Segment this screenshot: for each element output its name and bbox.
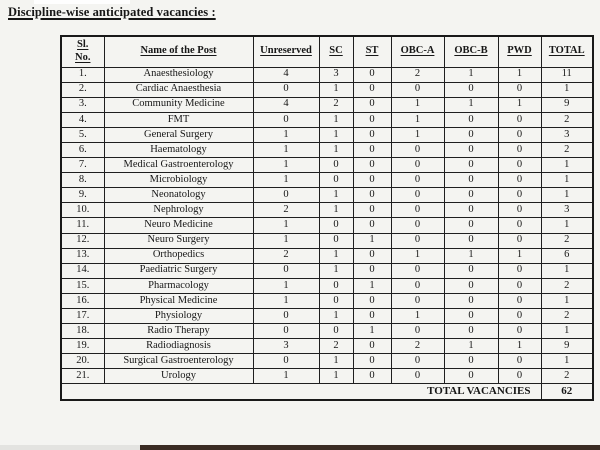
table-row — [61, 142, 593, 157]
cell-unreserved: 3 — [253, 339, 319, 354]
cell-unreserved: 2 — [253, 203, 319, 218]
cell-sl-no: 15. — [61, 278, 104, 293]
cell-obc-a: 0 — [391, 354, 444, 369]
cell-sl-no: 12. — [61, 233, 104, 248]
cell-unreserved: 1 — [253, 173, 319, 188]
cell-sl-no: 1. — [61, 67, 104, 82]
cell-unreserved: 0 — [253, 324, 319, 339]
cell-obc-b: 1 — [444, 248, 498, 263]
cell-obc-b: 0 — [444, 233, 498, 248]
table-row — [61, 67, 593, 82]
col-header-sl-line1: Sl. — [77, 39, 89, 51]
cell-obc-b: 0 — [444, 293, 498, 308]
cell-sc: 1 — [319, 82, 353, 97]
cell-unreserved: 0 — [253, 263, 319, 278]
cell-pwd: 0 — [498, 158, 541, 173]
cell-obc-a: 1 — [391, 309, 444, 324]
cell-sl-no: 4. — [61, 112, 104, 127]
cell-obc-a: 0 — [391, 203, 444, 218]
cell-obc-a: 0 — [391, 293, 444, 308]
cell-total: 6 — [541, 248, 593, 263]
col-header-pwd: PWD — [498, 36, 541, 67]
table-row — [61, 97, 593, 112]
col-header-sl-no — [61, 36, 104, 67]
cell-post-name: Pharmacology — [104, 278, 253, 293]
cell-obc-b: 0 — [444, 218, 498, 233]
cell-unreserved: 0 — [253, 112, 319, 127]
cell-pwd: 0 — [498, 127, 541, 142]
cell-sc: 1 — [319, 203, 353, 218]
cell-pwd: 0 — [498, 188, 541, 203]
cell-sc: 1 — [319, 369, 353, 384]
cell-st: 0 — [353, 158, 391, 173]
cell-pwd: 0 — [498, 142, 541, 157]
page-edge-bar — [140, 445, 600, 450]
cell-sc: 0 — [319, 233, 353, 248]
cell-unreserved: 0 — [253, 82, 319, 97]
cell-st: 0 — [353, 263, 391, 278]
cell-pwd: 0 — [498, 203, 541, 218]
cell-unreserved: 4 — [253, 97, 319, 112]
total-vacancies-value: 62 — [541, 384, 593, 400]
cell-pwd: 0 — [498, 354, 541, 369]
cell-post-name: Neuro Surgery — [104, 233, 253, 248]
cell-total: 1 — [541, 173, 593, 188]
cell-obc-a: 1 — [391, 127, 444, 142]
cell-sc: 1 — [319, 309, 353, 324]
cell-post-name: Physical Medicine — [104, 293, 253, 308]
cell-unreserved: 1 — [253, 218, 319, 233]
cell-unreserved: 1 — [253, 127, 319, 142]
cell-sc: 0 — [319, 278, 353, 293]
cell-pwd: 0 — [498, 369, 541, 384]
cell-total: 1 — [541, 324, 593, 339]
table-row — [61, 278, 593, 293]
cell-post-name: FMT — [104, 112, 253, 127]
cell-obc-b: 0 — [444, 309, 498, 324]
cell-unreserved: 1 — [253, 369, 319, 384]
cell-st: 0 — [353, 218, 391, 233]
table-row — [61, 293, 593, 308]
cell-pwd: 1 — [498, 248, 541, 263]
cell-obc-a: 0 — [391, 82, 444, 97]
cell-pwd: 0 — [498, 233, 541, 248]
cell-post-name: Paediatric Surgery — [104, 263, 253, 278]
page-title: Discipline-wise anticipated vacancies : — [8, 5, 216, 19]
col-header-total: TOTAL — [541, 36, 593, 67]
table-row — [61, 158, 593, 173]
cell-total: 1 — [541, 293, 593, 308]
cell-st: 0 — [353, 173, 391, 188]
cell-sl-no: 18. — [61, 324, 104, 339]
cell-unreserved: 0 — [253, 354, 319, 369]
cell-obc-a: 1 — [391, 248, 444, 263]
cell-st: 0 — [353, 67, 391, 82]
col-header-obc-a: OBC-A — [391, 36, 444, 67]
cell-unreserved: 0 — [253, 309, 319, 324]
cell-total: 2 — [541, 309, 593, 324]
cell-obc-b: 1 — [444, 67, 498, 82]
cell-obc-b: 1 — [444, 97, 498, 112]
cell-st: 1 — [353, 278, 391, 293]
cell-obc-a: 0 — [391, 324, 444, 339]
cell-obc-a: 0 — [391, 188, 444, 203]
cell-sl-no: 16. — [61, 293, 104, 308]
cell-sc: 1 — [319, 248, 353, 263]
cell-post-name: Community Medicine — [104, 97, 253, 112]
cell-sc: 1 — [319, 188, 353, 203]
table-row — [61, 248, 593, 263]
cell-total: 1 — [541, 354, 593, 369]
cell-pwd: 0 — [498, 82, 541, 97]
cell-total: 1 — [541, 263, 593, 278]
table-row — [61, 203, 593, 218]
cell-st: 0 — [353, 142, 391, 157]
cell-total: 2 — [541, 233, 593, 248]
table-row — [61, 173, 593, 188]
cell-obc-a: 0 — [391, 173, 444, 188]
cell-sc: 1 — [319, 354, 353, 369]
cell-sl-no: 11. — [61, 218, 104, 233]
cell-sc: 0 — [319, 158, 353, 173]
total-vacancies-label: TOTAL VACANCIES — [61, 384, 541, 400]
col-header-st: ST — [353, 36, 391, 67]
cell-total: 2 — [541, 112, 593, 127]
cell-post-name: Physiology — [104, 309, 253, 324]
cell-post-name: Medical Gastroenterology — [104, 158, 253, 173]
cell-sl-no: 7. — [61, 158, 104, 173]
cell-sc: 0 — [319, 293, 353, 308]
col-header-unreserved: Unreserved — [253, 36, 319, 67]
cell-sc: 3 — [319, 67, 353, 82]
total-row — [61, 384, 593, 400]
cell-sc: 0 — [319, 324, 353, 339]
cell-post-name: Cardiac Anaesthesia — [104, 82, 253, 97]
cell-obc-b: 0 — [444, 278, 498, 293]
cell-total: 2 — [541, 278, 593, 293]
cell-total: 3 — [541, 127, 593, 142]
col-header-sl-line2: No. — [75, 51, 91, 63]
cell-st: 0 — [353, 112, 391, 127]
cell-pwd: 1 — [498, 97, 541, 112]
cell-st: 0 — [353, 309, 391, 324]
cell-post-name: Urology — [104, 369, 253, 384]
cell-post-name: Haematology — [104, 142, 253, 157]
table-row — [61, 354, 593, 369]
cell-st: 1 — [353, 233, 391, 248]
cell-unreserved: 0 — [253, 188, 319, 203]
cell-total: 2 — [541, 142, 593, 157]
cell-sl-no: 9. — [61, 188, 104, 203]
cell-sc: 2 — [319, 97, 353, 112]
cell-unreserved: 1 — [253, 233, 319, 248]
table-row — [61, 339, 593, 354]
cell-post-name: Surgical Gastroenterology — [104, 354, 253, 369]
col-header-obc-b: OBC-B — [444, 36, 498, 67]
cell-unreserved: 4 — [253, 67, 319, 82]
cell-sl-no: 20. — [61, 354, 104, 369]
cell-pwd: 0 — [498, 263, 541, 278]
cell-total: 1 — [541, 188, 593, 203]
header-row — [61, 36, 593, 67]
cell-pwd: 1 — [498, 67, 541, 82]
cell-obc-a: 0 — [391, 278, 444, 293]
cell-pwd: 0 — [498, 309, 541, 324]
cell-sc: 1 — [319, 127, 353, 142]
cell-post-name: Neonatology — [104, 188, 253, 203]
cell-sl-no: 10. — [61, 203, 104, 218]
cell-total: 1 — [541, 218, 593, 233]
cell-obc-a: 0 — [391, 369, 444, 384]
cell-post-name: Neuro Medicine — [104, 218, 253, 233]
vacancies-table — [60, 35, 594, 401]
cell-unreserved: 2 — [253, 248, 319, 263]
cell-pwd: 1 — [498, 339, 541, 354]
table-row — [61, 127, 593, 142]
cell-obc-b: 0 — [444, 324, 498, 339]
cell-sl-no: 3. — [61, 97, 104, 112]
cell-obc-b: 0 — [444, 158, 498, 173]
cell-post-name: Microbiology — [104, 173, 253, 188]
cell-sc: 2 — [319, 339, 353, 354]
cell-obc-b: 0 — [444, 82, 498, 97]
cell-post-name: Orthopedics — [104, 248, 253, 263]
cell-post-name: Radio Therapy — [104, 324, 253, 339]
cell-obc-a: 0 — [391, 142, 444, 157]
table-row — [61, 324, 593, 339]
cell-obc-a: 0 — [391, 233, 444, 248]
cell-unreserved: 1 — [253, 293, 319, 308]
col-header-sc: SC — [319, 36, 353, 67]
cell-total: 11 — [541, 67, 593, 82]
cell-pwd: 0 — [498, 173, 541, 188]
table-row — [61, 188, 593, 203]
cell-sl-no: 2. — [61, 82, 104, 97]
table-row — [61, 218, 593, 233]
cell-unreserved: 1 — [253, 142, 319, 157]
cell-obc-a: 0 — [391, 218, 444, 233]
cell-post-name: General Surgery — [104, 127, 253, 142]
table-row — [61, 263, 593, 278]
cell-obc-b: 0 — [444, 173, 498, 188]
cell-sl-no: 8. — [61, 173, 104, 188]
cell-total: 2 — [541, 369, 593, 384]
cell-sl-no: 5. — [61, 127, 104, 142]
cell-total: 9 — [541, 339, 593, 354]
cell-sc: 1 — [319, 263, 353, 278]
cell-obc-b: 0 — [444, 112, 498, 127]
cell-sc: 0 — [319, 218, 353, 233]
cell-sl-no: 19. — [61, 339, 104, 354]
cell-st: 0 — [353, 339, 391, 354]
table-row — [61, 233, 593, 248]
cell-obc-b: 0 — [444, 263, 498, 278]
cell-obc-a: 2 — [391, 67, 444, 82]
cell-sc: 1 — [319, 142, 353, 157]
cell-obc-b: 1 — [444, 339, 498, 354]
cell-sl-no: 14. — [61, 263, 104, 278]
cell-total: 1 — [541, 158, 593, 173]
cell-sc: 0 — [319, 173, 353, 188]
cell-sl-no: 6. — [61, 142, 104, 157]
cell-obc-a: 2 — [391, 339, 444, 354]
cell-total: 3 — [541, 203, 593, 218]
cell-pwd: 0 — [498, 278, 541, 293]
cell-st: 0 — [353, 82, 391, 97]
cell-obc-a: 0 — [391, 263, 444, 278]
table-row — [61, 309, 593, 324]
cell-obc-b: 0 — [444, 188, 498, 203]
cell-sl-no: 13. — [61, 248, 104, 263]
cell-sl-no: 17. — [61, 309, 104, 324]
cell-obc-b: 0 — [444, 354, 498, 369]
cell-st: 0 — [353, 248, 391, 263]
cell-pwd: 0 — [498, 293, 541, 308]
cell-unreserved: 1 — [253, 278, 319, 293]
cell-pwd: 0 — [498, 112, 541, 127]
cell-obc-a: 1 — [391, 97, 444, 112]
cell-obc-b: 0 — [444, 142, 498, 157]
cell-post-name: Anaesthesiology — [104, 67, 253, 82]
cell-sc: 1 — [319, 112, 353, 127]
scan-artifact — [34, 0, 130, 4]
cell-pwd: 0 — [498, 218, 541, 233]
cell-st: 0 — [353, 369, 391, 384]
cell-obc-b: 0 — [444, 369, 498, 384]
cell-obc-b: 0 — [444, 203, 498, 218]
cell-post-name: Nephrology — [104, 203, 253, 218]
table-row — [61, 82, 593, 97]
cell-st: 0 — [353, 354, 391, 369]
cell-st: 0 — [353, 293, 391, 308]
cell-total: 9 — [541, 97, 593, 112]
table-row — [61, 369, 593, 384]
cell-st: 0 — [353, 188, 391, 203]
cell-total: 1 — [541, 82, 593, 97]
cell-sl-no: 21. — [61, 369, 104, 384]
cell-unreserved: 1 — [253, 158, 319, 173]
cell-st: 0 — [353, 203, 391, 218]
cell-post-name: Radiodiagnosis — [104, 339, 253, 354]
col-header-name: Name of the Post — [104, 36, 253, 67]
cell-st: 0 — [353, 127, 391, 142]
cell-pwd: 0 — [498, 324, 541, 339]
cell-obc-a: 1 — [391, 112, 444, 127]
table-row — [61, 112, 593, 127]
cell-obc-a: 0 — [391, 158, 444, 173]
cell-obc-b: 0 — [444, 127, 498, 142]
cell-st: 1 — [353, 324, 391, 339]
cell-st: 0 — [353, 97, 391, 112]
